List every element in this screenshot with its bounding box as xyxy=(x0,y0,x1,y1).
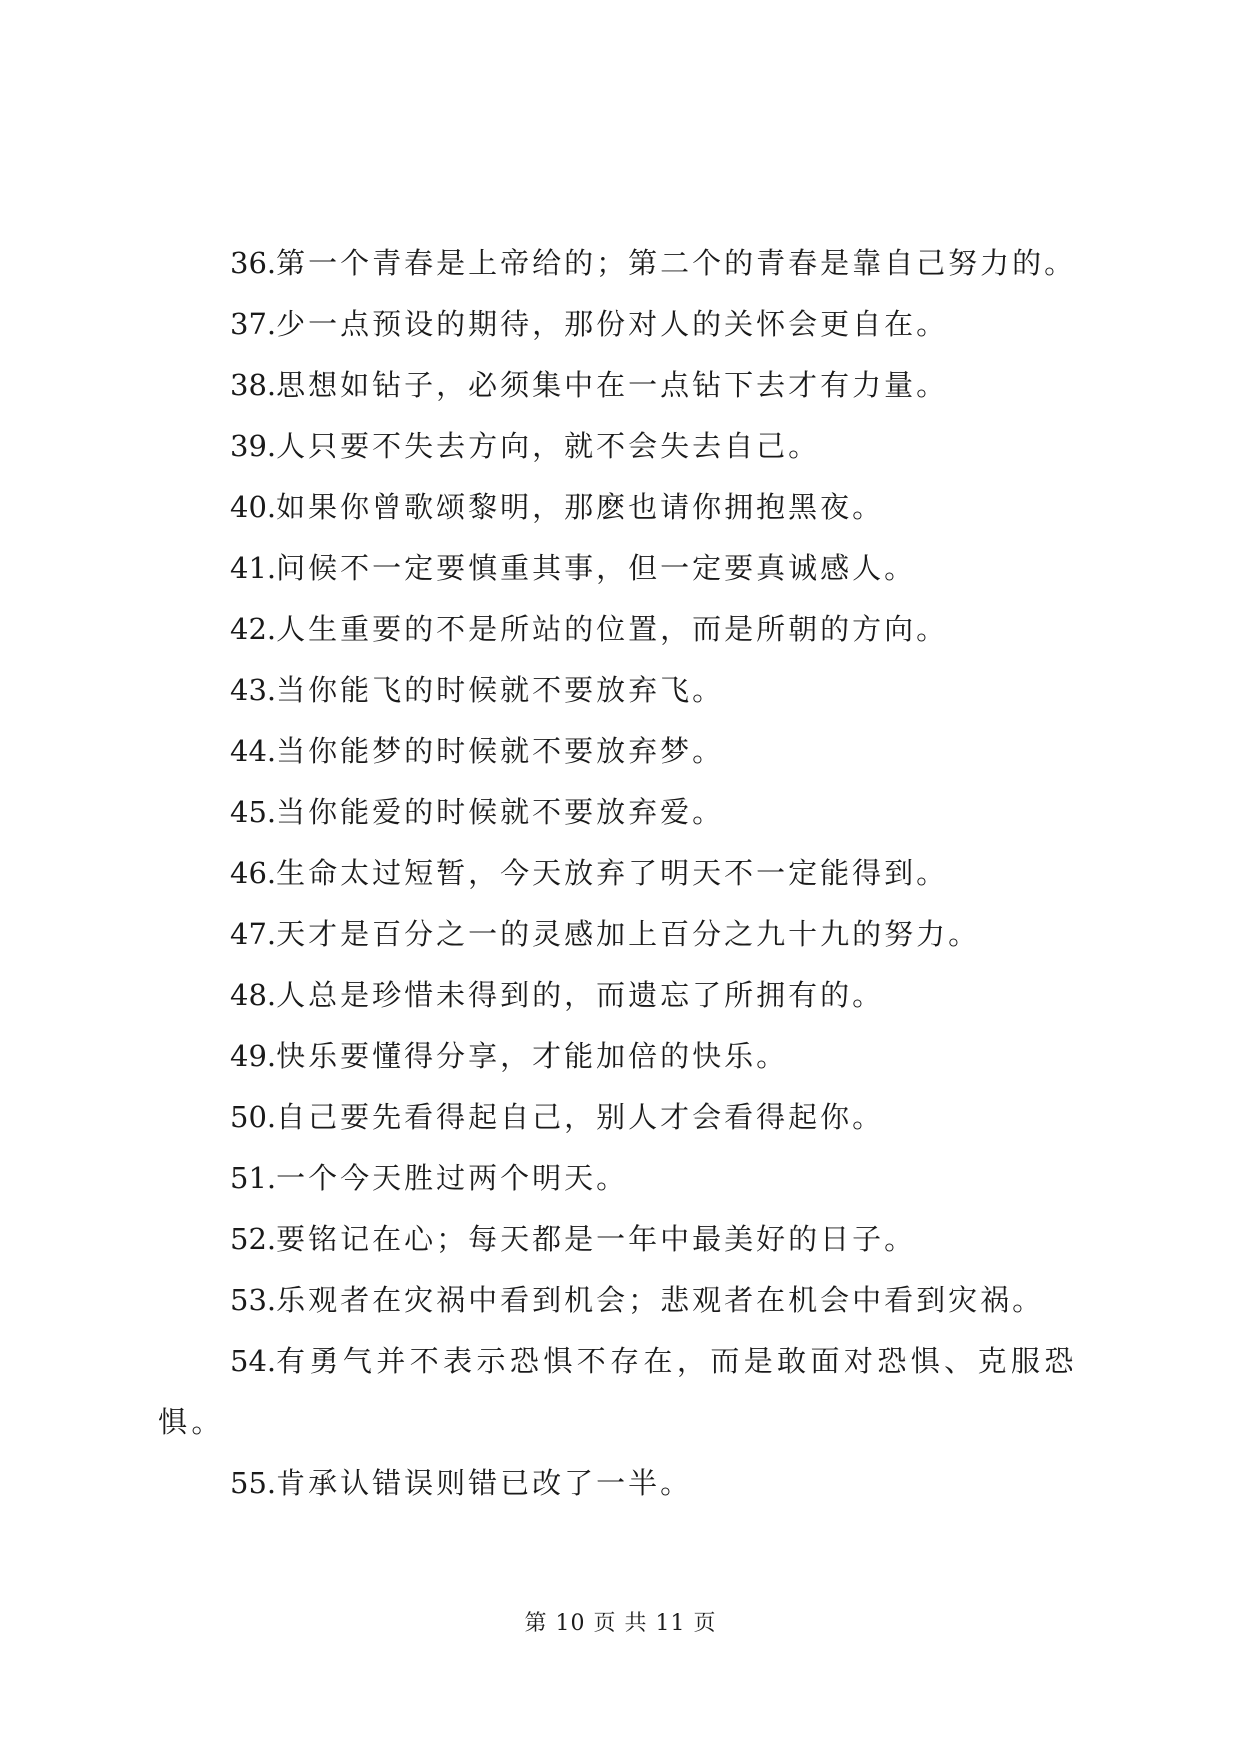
item-number: 46. xyxy=(230,856,277,890)
item-text: 问候不一定要慎重其事，但一定要真诚感人。 xyxy=(276,551,917,585)
list-item xyxy=(158,965,1088,1026)
item-text: 要铭记在心；每天都是一年中最美好的日子。 xyxy=(276,1222,917,1256)
item-number: 41. xyxy=(230,551,277,585)
item-text: 第一个青春是上帝给的；第二个的青春是靠自己努力的。 xyxy=(276,246,1077,280)
list-item xyxy=(158,416,1088,477)
item-text: 肯承认错误则错已改了一半。 xyxy=(276,1466,693,1500)
item-text: 一个今天胜过两个明天。 xyxy=(276,1161,629,1195)
item-text: 如果你曾歌颂黎明，那麽也请你拥抱黑夜。 xyxy=(276,490,885,524)
item-number: 39. xyxy=(230,429,277,463)
list-item xyxy=(158,538,1088,599)
list-item xyxy=(158,1453,1088,1514)
item-text: 快乐要懂得分享，才能加倍的快乐。 xyxy=(276,1039,789,1073)
list-item xyxy=(158,1026,1088,1087)
list-item xyxy=(158,1270,1088,1331)
item-number: 50. xyxy=(230,1100,277,1134)
list-item xyxy=(158,721,1088,782)
item-number: 49. xyxy=(230,1039,277,1073)
item-text: 人只要不失去方向，就不会失去自己。 xyxy=(276,429,821,463)
item-number: 43. xyxy=(230,673,277,707)
list-item xyxy=(158,355,1088,416)
item-number: 48. xyxy=(230,978,277,1012)
item-number: 44. xyxy=(230,734,277,768)
list-item xyxy=(158,904,1088,965)
list-item xyxy=(158,660,1088,721)
list-item xyxy=(158,1148,1088,1209)
list-item xyxy=(158,843,1088,904)
list-item xyxy=(158,599,1088,660)
item-text: 当你能飞的时候就不要放弃飞。 xyxy=(276,673,725,707)
list-item xyxy=(158,1087,1088,1148)
item-number: 52. xyxy=(230,1222,277,1256)
item-text: 少一点预设的期待，那份对人的关怀会更自在。 xyxy=(276,307,949,341)
item-text: 人总是珍惜未得到的，而遗忘了所拥有的。 xyxy=(276,978,885,1012)
page-footer: 第 10 页 共 11 页 xyxy=(524,1611,717,1636)
list-item xyxy=(158,294,1088,355)
list-item xyxy=(158,1209,1088,1270)
item-text: 乐观者在灾祸中看到机会；悲观者在机会中看到灾祸。 xyxy=(276,1283,1045,1317)
item-text: 人生重要的不是所站的位置，而是所朝的方向。 xyxy=(276,612,949,646)
item-number: 54. xyxy=(230,1344,277,1378)
item-number: 36. xyxy=(230,246,277,280)
item-number: 51. xyxy=(230,1161,277,1195)
item-text: 思想如钻子，必须集中在一点钻下去才有力量。 xyxy=(276,368,949,402)
item-number: 45. xyxy=(230,795,277,829)
list-item xyxy=(158,782,1088,843)
quote-list xyxy=(158,233,1088,1514)
item-text: 当你能梦的时候就不要放弃梦。 xyxy=(276,734,725,768)
item-text: 生命太过短暂，今天放弃了明天不一定能得到。 xyxy=(276,856,949,890)
item-number: 40. xyxy=(230,490,277,524)
list-item xyxy=(158,477,1088,538)
item-text: 有勇气并不表示恐惧不存在，而是敢面对恐惧、克服恐惧。 xyxy=(158,1344,1078,1439)
item-number: 53. xyxy=(230,1283,277,1317)
item-text: 天才是百分之一的灵感加上百分之九十九的努力。 xyxy=(276,917,981,951)
item-number: 37. xyxy=(230,307,277,341)
item-text: 自己要先看得起自己，别人才会看得起你。 xyxy=(276,1100,885,1134)
item-text: 当你能爱的时候就不要放弃爱。 xyxy=(276,795,725,829)
item-number: 42. xyxy=(230,612,277,646)
list-item xyxy=(158,1331,1088,1453)
item-number: 38. xyxy=(230,368,277,402)
item-number: 47. xyxy=(230,917,277,951)
list-item xyxy=(158,233,1088,294)
item-number: 55. xyxy=(230,1466,277,1500)
